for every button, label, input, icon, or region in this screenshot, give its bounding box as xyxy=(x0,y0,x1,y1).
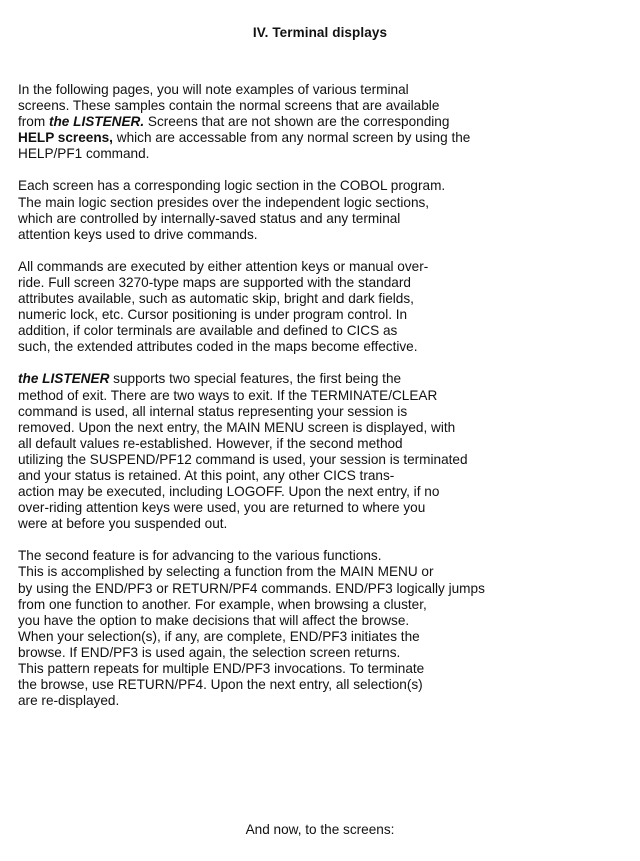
text-line xyxy=(18,82,630,98)
text-line xyxy=(18,371,630,387)
text-run: method of exit. There are two ways to exit. If the TERMINATE/CLEAR xyxy=(18,387,438,403)
text-run: by using the END/PF3 or RETURN/PF4 commands. END/PF3 logically jumps xyxy=(18,580,485,596)
text-run: the browse, use RETURN/PF4. Upon the next entry, all selection(s) xyxy=(18,677,423,693)
text-run: such, the extended attributes coded in the maps become effective. xyxy=(18,339,418,355)
paragraph-2 xyxy=(18,178,630,242)
text-line xyxy=(18,130,630,146)
text-line xyxy=(18,629,630,645)
document-body xyxy=(18,82,630,725)
text-run: All commands are executed by either attention keys or manual over- xyxy=(18,258,429,274)
text-run: This pattern repeats for multiple END/PF3 invocations. To terminate xyxy=(18,661,425,676)
text-run: were at before you suspended out. xyxy=(18,516,228,532)
text-line xyxy=(18,484,630,500)
text-line xyxy=(18,275,630,291)
text-run: This is accomplished by selecting a function from the MAIN MENU or xyxy=(18,564,434,580)
text-line xyxy=(18,548,630,564)
paragraph-3 xyxy=(18,259,630,356)
text-line xyxy=(18,436,630,452)
text-run: which are accessable from any normal screen by using the xyxy=(112,130,471,146)
text-line xyxy=(18,178,630,194)
text-line xyxy=(18,259,630,275)
emphasized-text: the LISTENER. xyxy=(48,114,145,130)
text-run: addition, if color terminals are available and defined to CICS as xyxy=(18,323,398,339)
text-line xyxy=(18,581,630,597)
text-run: When your selection(s), if any, are complete, END/PF3 initiates the xyxy=(18,628,420,644)
text-line xyxy=(18,597,630,613)
text-run: action may be executed, including LOGOFF. Upon the next entry, if no xyxy=(18,484,440,500)
text-run: ride. Full screen 3270-type maps are supported with the standard xyxy=(18,274,411,290)
text-run: over-riding attention keys were used, you are returned to where you xyxy=(18,500,426,516)
text-run: browse. If END/PF3 is used again, the selection screen returns. xyxy=(18,644,401,660)
text-run: Each screen has a corresponding logic section in the COBOL program. xyxy=(18,178,446,194)
text-line xyxy=(18,211,630,227)
text-line xyxy=(18,677,630,693)
text-run: screens. These samples contain the normal screens that are available xyxy=(18,98,440,114)
text-line xyxy=(18,420,630,436)
text-line xyxy=(18,146,630,162)
text-run: Screens that are not shown are the corresponding xyxy=(144,114,450,130)
text-run: HELP/PF1 command. xyxy=(18,146,150,162)
paragraph-4 xyxy=(18,371,630,532)
text-run: from xyxy=(18,114,49,130)
text-run: are re-displayed. xyxy=(18,693,120,709)
text-line xyxy=(18,645,630,661)
text-run: The second feature is for advancing to the various functions. xyxy=(18,548,382,564)
text-run: The main logic section presides over the independent logic sections, xyxy=(18,194,430,210)
text-run: you have the option to make decisions that will affect the browse. xyxy=(18,612,410,628)
text-run: In the following pages, you will note examples of various terminal xyxy=(18,82,409,97)
text-line xyxy=(18,291,630,307)
text-line xyxy=(18,307,630,323)
closing-line: And now, to the screens: xyxy=(245,822,395,837)
text-run: all default values re-established. However, if the second method xyxy=(18,435,403,451)
text-line xyxy=(18,388,630,404)
text-line xyxy=(18,468,630,484)
text-run: attributes available, such as automatic skip, bright and dark fields, xyxy=(18,291,414,307)
text-line xyxy=(18,500,630,516)
text-line xyxy=(18,693,630,709)
text-run: from one function to another. For example, when browsing a cluster, xyxy=(18,596,427,612)
text-line xyxy=(18,98,630,114)
text-line xyxy=(18,227,630,243)
emphasized-text: the LISTENER xyxy=(18,371,110,387)
text-line xyxy=(18,339,630,355)
text-run: attention keys used to drive commands. xyxy=(18,226,258,242)
text-run: numeric lock, etc. Cursor positioning is under program control. In xyxy=(18,307,408,323)
text-line xyxy=(18,323,630,339)
section-title: IV. Terminal displays xyxy=(252,25,388,40)
text-run: utilizing the SUSPEND/PF12 command is used, your session is terminated xyxy=(18,451,468,467)
paragraph-1 xyxy=(18,82,630,162)
text-line xyxy=(18,452,630,468)
text-line xyxy=(18,195,630,211)
text-run: removed. Upon the next entry, the MAIN MENU screen is displayed, with xyxy=(18,419,456,435)
emphasized-text: HELP screens, xyxy=(18,130,113,146)
text-line xyxy=(18,564,630,580)
text-run: and your status is retained. At this point, any other CICS trans- xyxy=(18,467,395,483)
text-line xyxy=(18,114,630,130)
paragraph-5 xyxy=(18,548,630,709)
text-line xyxy=(18,613,630,629)
text-run: which are controlled by internally-saved status and any terminal xyxy=(18,210,401,226)
text-run: command is used, all internal status representing your session is xyxy=(18,403,408,419)
text-line xyxy=(18,661,630,677)
text-run: supports two special features, the first being the xyxy=(109,371,402,387)
text-line xyxy=(18,516,630,532)
text-line xyxy=(18,404,630,420)
